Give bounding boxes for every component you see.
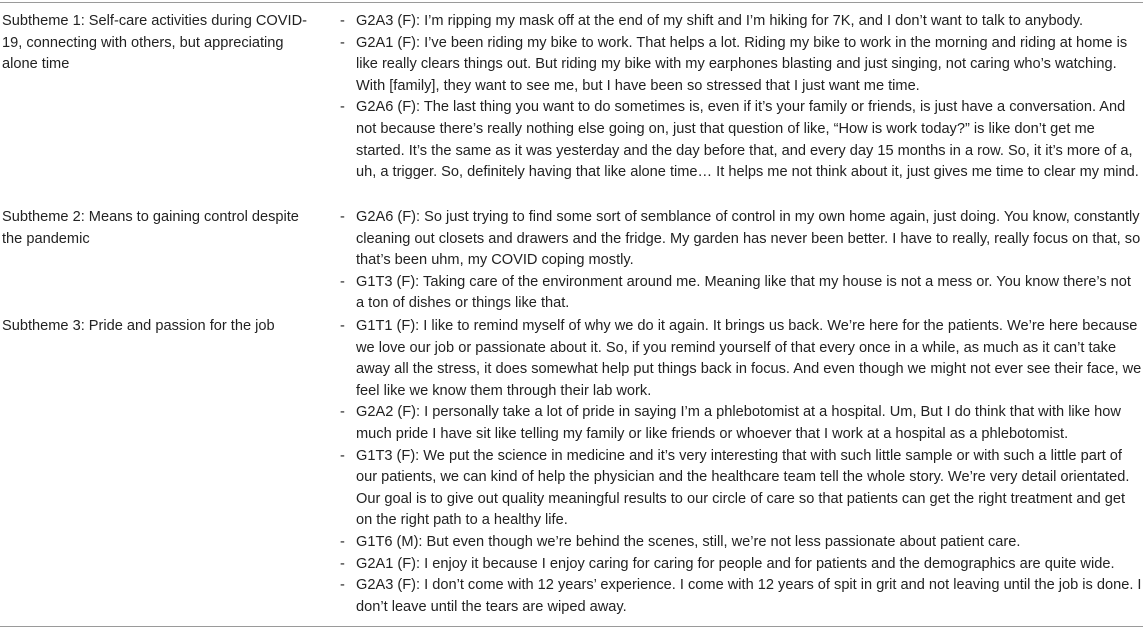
quote-item: - G1T1 (F): I like to remind myself of why we do it again. It brings us back. We’re here for the patients. We’re here because we love our job or passionate about it. So, if you remind yourself of that every once in a while, as much as it can’t take away all the stress, it does somewhat help put things back in focus. And even though we might not ever see their face, we feel like we know them through their lab work. bbox=[340, 318, 1142, 399]
quote-text: G2A1 (F): I enjoy it because I enjoy caring for caring for people and for patients and the demographics are quite wide. bbox=[356, 555, 1115, 572]
quote-text: G2A1 (F): I’ve been riding my bike to work. That helps a lot. Riding my bike to work in the morning and riding at home is like really clears things out. But riding my bike with my earphones blasting and just singing, not caring who’s watching. With [family], they want to see me, but I have been so stressed that I just want me time. bbox=[356, 34, 1128, 94]
table-bottom-rule bbox=[0, 626, 1143, 627]
quote-text: G2A6 (F): The last thing you want to do sometimes is, even if it’s your family or friends, is just have a conversation. And not because there’s really nothing else going on, just that question of like, “How is work today?” is like don’t get me started. It’s the same as it was yesterday and the day before that, and every day 15 months in a row. So, it it’s more of a, uh, a trigger. So, definitely having that like alone time… It helps me not think about it, just gives me time to clear my mind. bbox=[356, 99, 1139, 181]
quote-item: - G1T3 (F): We put the science in medicine and it’s very interesting that with such little sample or with such a little part of our patients, we can kind of help the physician and the healthcare team tell the whole story. We’re very detail orientated. Our goal is to give out quality meaningful results to our circle of care so that patients can get the right treatment and get on the right path to a healthy life. bbox=[340, 447, 1130, 529]
quote-text: G2A3 (F): I don’t come with 12 years’ experience. I come with 12 years of spit in grit and not leaving until the job is done. I don’t leave until the tears are wiped away. bbox=[356, 577, 1142, 615]
quote-item: - G2A1 (F): I enjoy it because I enjoy caring for caring for people and for patients and the demographics are quite wide. bbox=[340, 555, 1115, 572]
quote-item: - G2A3 (F): I’m ripping my mask off at the end of my shift and I’m hiking for 7K, and I don’t want to talk to anybody. bbox=[340, 13, 1084, 29]
quote-text: G2A3 (F): I’m ripping my mask off at the end of my shift and I’m hiking for 7K, and I don’t want to talk to anybody. bbox=[356, 13, 1084, 29]
quote-text: G1T1 (F): I like to remind myself of why we do it again. It brings us back. We’re here for the patients. We’re here because we love our job or passionate about it. So, if you remind yourself of that every once in a while, as much as it can’t take away all the stress, it does somewhat help put things back in focus. And even though we might not ever see their face, we feel like we know them through their lab work. bbox=[356, 318, 1142, 399]
subtheme-label: Subtheme 1: Self-care activities during COVID-19, connecting with others, but appreciating alone time bbox=[2, 13, 307, 73]
quote-item: - G2A6 (F): So just trying to find some sort of semblance of control in my own home again, just doing. You know, constantly cleaning out closets and drawers and the fridge. My garden has never been better. I have to really, really focus on that, so that’s been uhm, my COVID coping mostly. bbox=[340, 209, 1141, 269]
quote-item: - G1T6 (M): But even though we’re behind the scenes, still, we’re not less passionate about patient care. bbox=[340, 533, 1021, 550]
quote-item: - G2A6 (F): The last thing you want to do sometimes is, even if it’s your family or friends, is just have a conversation. And not because there’s really nothing else going on, just that question of like, “How is work today?” is like don’t get me started. It’s the same as it was yesterday and the day before that, and every day 15 months in a row. So, it it’s more of a, uh, a trigger. So, definitely having that like alone time… It helps me not think about it, just gives me time to clear my mind. bbox=[340, 99, 1139, 181]
quote-list bbox=[340, 207, 1143, 315]
quote-item: - G2A2 (F): I personally take a lot of pride in saying I’m a phlebotomist at a hospital. Um, But I do think that with like how much pride I have sit like telling my family or like friends or whoever that I work at a hospital as a phlebotomist. bbox=[340, 404, 1121, 442]
quote-text: G2A6 (F): So just trying to find some sort of semblance of control in my own home again, just doing. You know, constantly cleaning out closets and drawers and the fridge. My garden has never been better. I have to really, really focus on that, so that’s been uhm, my COVID coping mostly. bbox=[356, 209, 1141, 269]
subtheme-label: Subtheme 2: Means to gaining control despite the pandemic bbox=[2, 209, 299, 247]
quote-item: - G1T3 (F): Taking care of the environment around me. Meaning like that my house is not a mess or. You know there’s not a ton of dishes or things like that. bbox=[340, 273, 1131, 312]
quote-list bbox=[340, 316, 1143, 618]
quote-text: G2A2 (F): I personally take a lot of pride in saying I’m a phlebotomist at a hospital. Um, But I do think that with like how much pride I have sit like telling my family or like friends or whoever that I work at a hospital as a phlebotomist. bbox=[356, 404, 1121, 442]
quote-text: G1T6 (M): But even though we’re behind the scenes, still, we’re not less passionate about patient care. bbox=[356, 533, 1021, 550]
table-top-rule bbox=[0, 2, 1143, 3]
quote-item: - G2A3 (F): I don’t come with 12 years’ experience. I come with 12 years of spit in grit and not leaving until the job is done. I don’t leave until the tears are wiped away. bbox=[340, 577, 1142, 615]
subtheme-label: Subtheme 3: Pride and passion for the job bbox=[2, 318, 275, 334]
quote-list bbox=[340, 11, 1143, 184]
quote-item: - G2A1 (F): I’ve been riding my bike to work. That helps a lot. Riding my bike to work in the morning and riding at home is like really clears things out. But riding my bike with my earphones blasting and just singing, not caring who’s watching. With [family], they want to see me, but I have been so stressed that I just want me time. bbox=[340, 34, 1128, 94]
quote-text: G1T3 (F): We put the science in medicine and it’s very interesting that with such little sample or with such a little part of our patients, we can kind of help the physician and the healthcare team tell the whole story. We’re very detail orientated. Our goal is to give out quality meaningful results to our circle of care so that patients can get the right treatment and get on the right path to a healthy life. bbox=[356, 447, 1130, 529]
quote-text: G1T3 (F): Taking care of the environment around me. Meaning like that my house is not a mess or. You know there’s not a ton of dishes or things like that. bbox=[356, 273, 1131, 312]
